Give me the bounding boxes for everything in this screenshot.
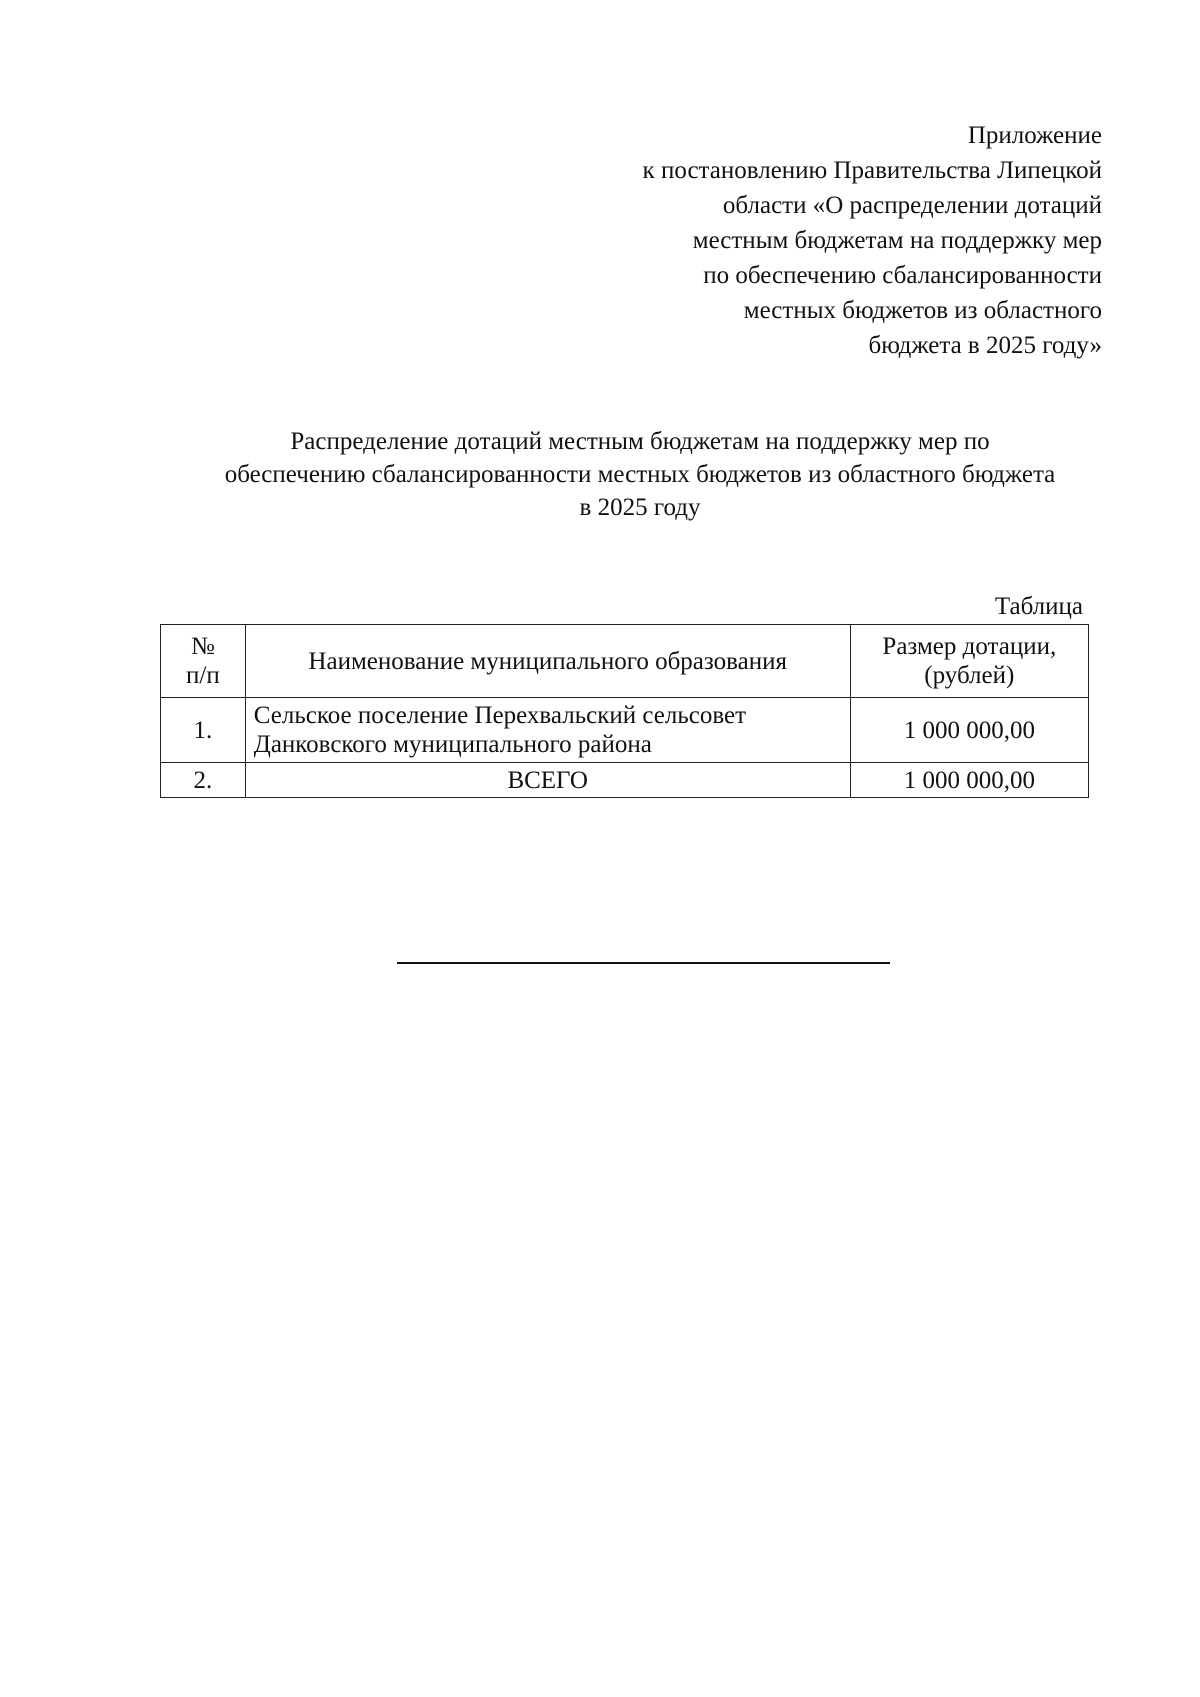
row-municipality-line: Сельское поселение Перехвальский сельсовет (253, 702, 747, 729)
appendix-line: по обеспечению сбалансированности (703, 262, 1102, 289)
title-line: в 2025 году (579, 494, 701, 521)
closing-rule (397, 962, 890, 964)
table-row (161, 698, 1089, 763)
appendix-line: местным бюджетам на поддержку мер (692, 227, 1102, 254)
subsidy-table (160, 624, 1089, 798)
row-municipality (245, 698, 850, 763)
header-amount-unit: (рублей) (924, 662, 1015, 689)
appendix-line: к постановлению Правительства Липецкой (642, 157, 1102, 184)
row-total-label: ВСЕГО (245, 763, 850, 798)
appendix-line: Приложение (967, 122, 1102, 149)
title-line: обеспечению сбалансированности местных бюджетов из областного бюджета (224, 461, 1056, 488)
row-number: 2. (161, 763, 246, 798)
header-amount-label: Размер дотации, (882, 633, 1057, 660)
row-municipality-line: Данковского муниципального района (253, 731, 652, 758)
appendix-block (482, 118, 1102, 363)
appendix-line: бюджета в 2025 году» (868, 332, 1102, 359)
header-amount (850, 625, 1088, 698)
header-number (161, 625, 246, 698)
appendix-line: местных бюджетов из областного (743, 297, 1102, 324)
header-number-sign: № (190, 633, 215, 660)
appendix-line: области «О распределении дотаций (722, 192, 1102, 219)
document-title (160, 425, 1120, 524)
title-line: Распределение дотаций местным бюджетам на поддержку мер по (290, 428, 990, 455)
header-name: Наименование муниципального образования (245, 625, 850, 698)
table-row-total (161, 763, 1089, 798)
row-number: 1. (161, 698, 246, 763)
header-number-label: п/п (186, 662, 220, 689)
row-amount: 1 000 000,00 (850, 763, 1088, 798)
table-header-row (161, 625, 1089, 698)
row-amount: 1 000 000,00 (850, 698, 1088, 763)
table-caption: Таблица (994, 593, 1083, 620)
